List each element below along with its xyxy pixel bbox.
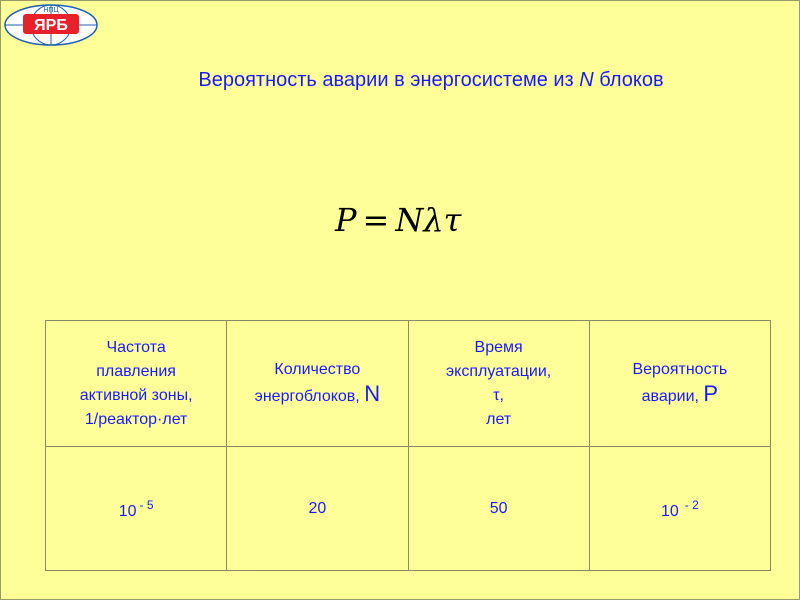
title-prefix: Вероятность аварии в энергосистеме из <box>198 69 580 91</box>
table-row <box>46 447 771 571</box>
logo-top-text: НПЦ <box>43 7 59 14</box>
cell-frequency: 10 $^{- 5}$ <box>46 447 227 571</box>
formula-lhs: P <box>335 201 357 239</box>
title-var: N <box>579 69 594 91</box>
cell-probability: 10 $^{- 2}$ <box>589 447 770 571</box>
table-header-row <box>46 321 771 447</box>
cell-units-count: 20 <box>227 447 408 571</box>
formula-eq: = <box>362 201 390 239</box>
yarb-logo <box>3 3 99 47</box>
header-probability: Вероятность аварии, P <box>589 321 770 447</box>
title-suffix: блоков <box>593 69 664 91</box>
data-table <box>45 320 771 571</box>
header-frequency: Частота плавления активной зоны, 1/реактор·лет <box>46 321 227 447</box>
cell-operation-time: 50 <box>408 447 589 571</box>
header-operation-time: Время эксплуатации, τ, лет <box>408 321 589 447</box>
formula <box>335 201 495 245</box>
formula-rhs: Nλτ <box>395 201 462 239</box>
logo-text: ЯРБ <box>34 17 68 34</box>
slide-title <box>1 69 800 92</box>
header-units-count: Количество энергоблоков, N <box>227 321 408 447</box>
